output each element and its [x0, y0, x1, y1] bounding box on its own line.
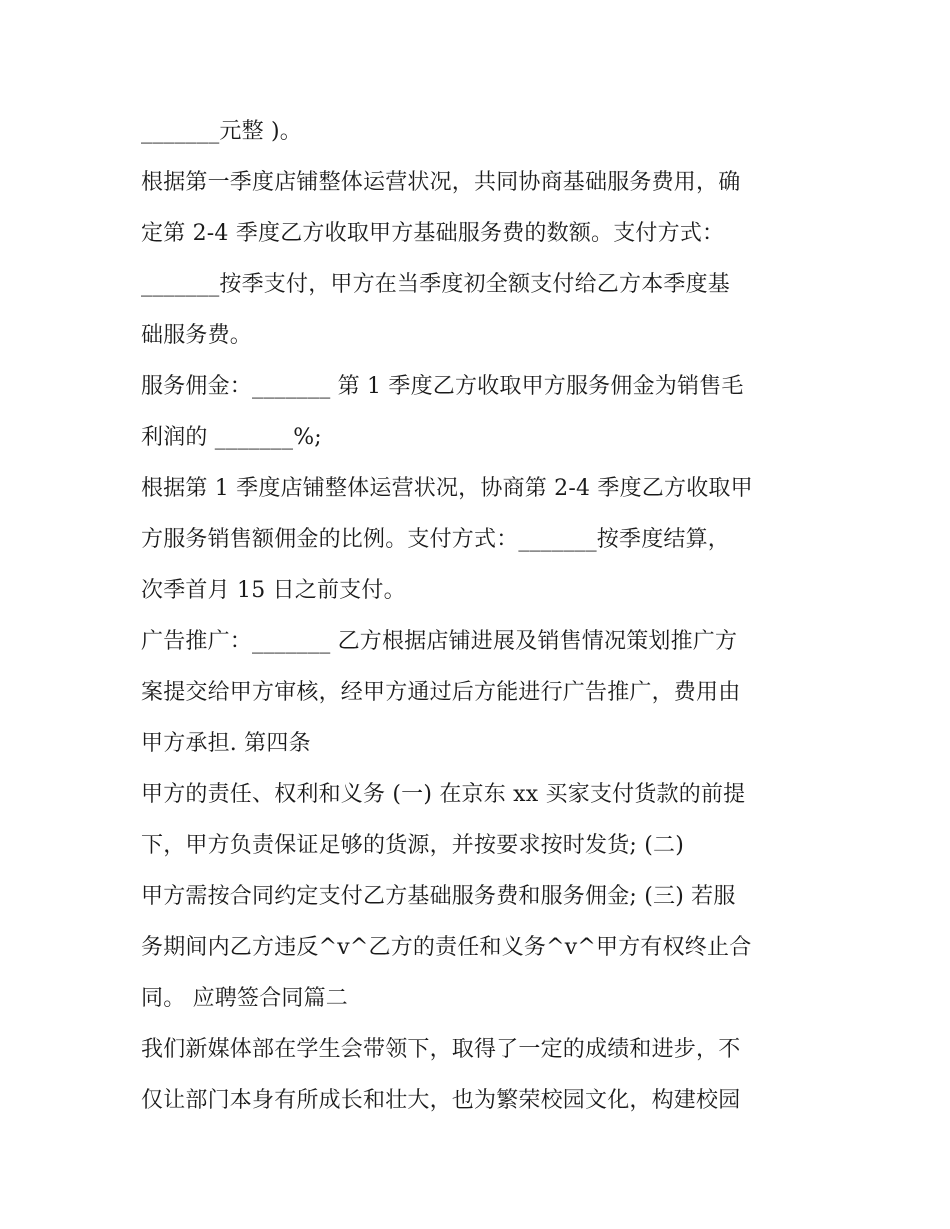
text-line: 方服务销售额佣金的比例。支付方式：_______按季度结算， [141, 527, 731, 552]
text-line: 仅让部门本身有所成长和壮大，也为繁荣校园文化，构建校园 [141, 1088, 741, 1113]
text-line: 案提交给甲方审核，经甲方通过后方能进行广告推广，费用由 [141, 680, 741, 705]
text-line: 甲方需按合同约定支付乙方基础服务费和服务佣金; (三) 若服 [141, 884, 736, 909]
text-line: 务期间内乙方违反^v^乙方的责任和义务^v^甲方有权终止合 [141, 935, 752, 960]
text-line: 利润的 _______%; [141, 425, 322, 450]
text-line: 服务佣金：_______ 第 1 季度乙方收取甲方服务佣金为销售毛 [141, 374, 744, 399]
text-line: 定第 2-4 季度乙方收取甲方基础服务费的数额。支付方式： [141, 221, 725, 246]
text-line: 次季首月 15 日之前支付。 [141, 578, 406, 603]
text-line: _______按季支付，甲方在当季度初全额支付给乙方本季度基 [141, 272, 731, 297]
text-line: 根据第一季度店铺整体运营状况，共同协商基础服务费用，确 [141, 170, 741, 195]
text-line: _______元整 )。 [141, 119, 302, 144]
text-line: 甲方的责任、权利和义务 (一) 在京东 xx 买家支付货款的前提 [141, 782, 746, 807]
text-line: 同。 应聘签合同篇二 [141, 986, 348, 1011]
document-body [141, 106, 821, 1126]
text-line: 根据第 1 季度店铺整体运营状况，协商第 2-4 季度乙方收取甲 [141, 476, 753, 501]
text-line: 广告推广：_______ 乙方根据店铺进展及销售情况策划推广方 [141, 629, 738, 654]
text-line: 我们新媒体部在学生会带领下，取得了一定的成绩和进步，不 [141, 1037, 741, 1062]
text-line: 甲方承担. 第四条 [141, 731, 311, 756]
text-line: 础服务费。 [141, 323, 253, 348]
text-line: 下，甲方负责保证足够的货源，并按要求按时发货; (二) [141, 833, 684, 858]
